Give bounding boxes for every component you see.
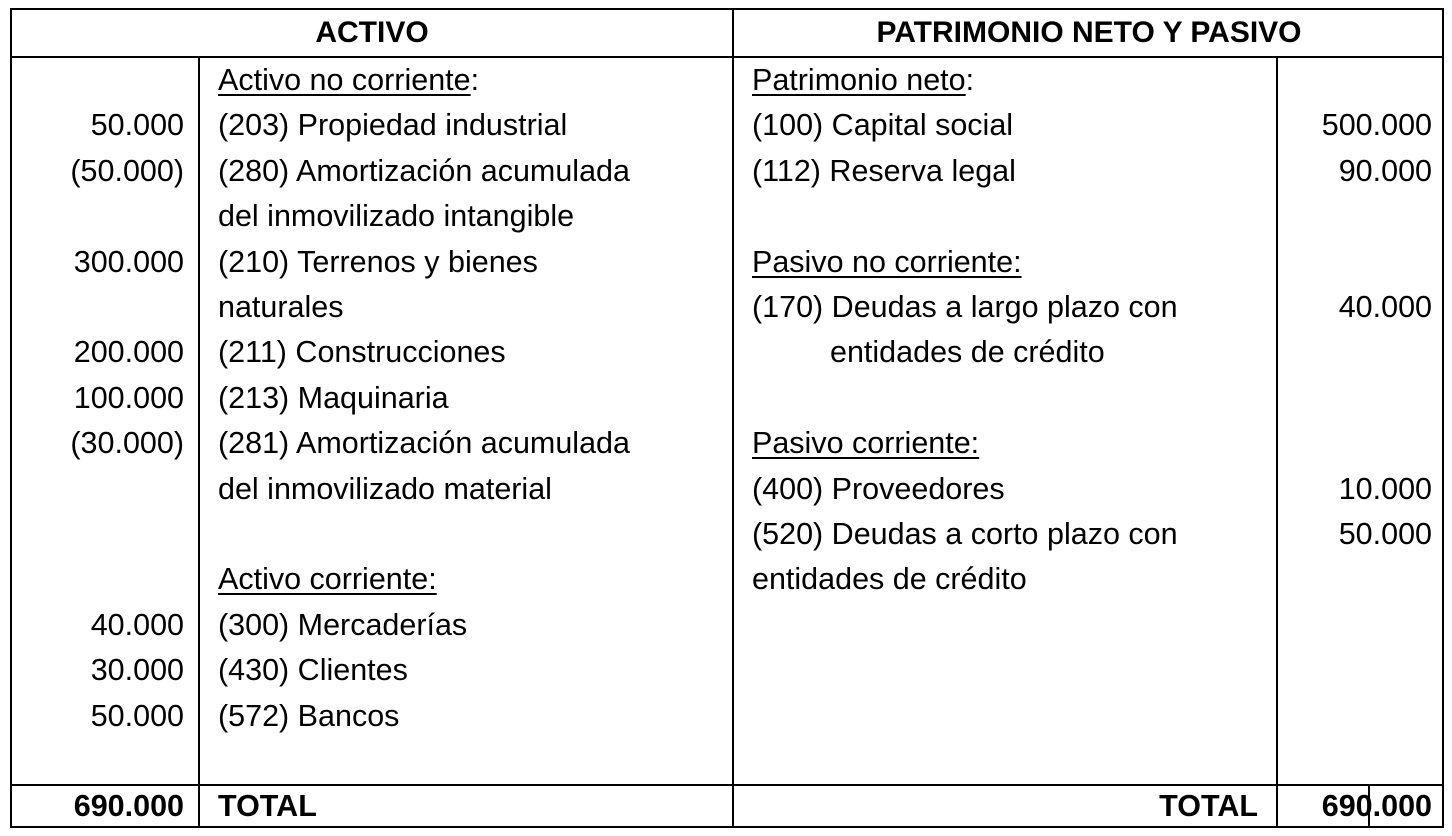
activo-total-value: 690.000: [73, 789, 184, 823]
activo-header: ACTIVO: [315, 16, 429, 49]
activo-row-label: del inmovilizado material: [218, 471, 552, 506]
pasivo-section-heading: Pasivo corriente:: [752, 426, 980, 461]
pasivo-row-value: 500.000: [1321, 108, 1432, 143]
pasivo-row-label: (100) Capital social: [752, 108, 1014, 143]
activo-value-divider: [198, 56, 200, 828]
activo-section-heading: Activo corriente:: [218, 562, 437, 597]
activo-total-label: TOTAL: [218, 789, 317, 823]
activo-row-label: (281) Amortización acumulada: [218, 426, 630, 461]
activo-row-label: (300) Mercaderías: [218, 607, 468, 642]
center-divider: [732, 8, 734, 828]
activo-row-value: 30.000: [90, 653, 184, 688]
activo-row-label: (210) Terrenos y bienes: [218, 244, 538, 279]
pasivo-row-label: entidades de crédito: [830, 335, 1105, 370]
activo-section-heading: Activo no corriente:: [218, 63, 480, 97]
activo-row-label: del inmovilizado intangible: [218, 199, 575, 234]
activo-row-value: (50.000): [70, 153, 184, 188]
activo-row-label: (280) Amortización acumulada: [218, 153, 630, 188]
pasivo-row-label: (170) Deudas a largo plazo con: [752, 290, 1178, 324]
pasivo-row-value: 10.000: [1338, 471, 1432, 506]
activo-row-label: (430) Clientes: [218, 653, 408, 688]
activo-row-value: 50.000: [90, 108, 184, 143]
pasivo-total-value: 690.000: [1321, 789, 1432, 823]
activo-row-label: (203) Propiedad industrial: [218, 108, 568, 143]
activo-row-label: (213) Maquinaria: [218, 380, 449, 415]
activo-row-value: 40.000: [90, 607, 184, 642]
pasivo-header: PATRIMONIO NETO Y PASIVO: [876, 16, 1302, 49]
activo-row-value: 50.000: [90, 698, 184, 733]
pasivo-row-value: 50.000: [1338, 517, 1432, 551]
table-border-right: [1442, 8, 1444, 828]
pasivo-value-divider: [1276, 56, 1278, 828]
pasivo-row-value: 40.000: [1338, 290, 1432, 324]
pasivo-row-label: (112) Reserva legal: [752, 153, 1016, 188]
activo-row-value: 100.000: [73, 380, 184, 415]
pasivo-row-label: entidades de crédito: [752, 562, 1027, 597]
pasivo-section-heading: Patrimonio neto:: [752, 63, 975, 97]
activo-row-label: (211) Construcciones: [218, 335, 506, 370]
activo-row-label: (572) Bancos: [218, 698, 400, 733]
pasivo-row-label: (520) Deudas a corto plazo con: [752, 517, 1178, 551]
pasivo-row-label: (400) Proveedores: [752, 471, 1005, 506]
pasivo-section-heading: Pasivo no corriente:: [752, 244, 1022, 279]
activo-row-value: (30.000): [70, 426, 184, 461]
pasivo-row-value: 90.000: [1338, 153, 1432, 188]
activo-row-value: 200.000: [73, 335, 184, 370]
activo-row-value: 300.000: [73, 244, 184, 279]
pasivo-total-label: TOTAL: [1159, 789, 1258, 823]
balance-sheet-table: [10, 8, 1444, 828]
activo-row-label: naturales: [218, 290, 344, 324]
